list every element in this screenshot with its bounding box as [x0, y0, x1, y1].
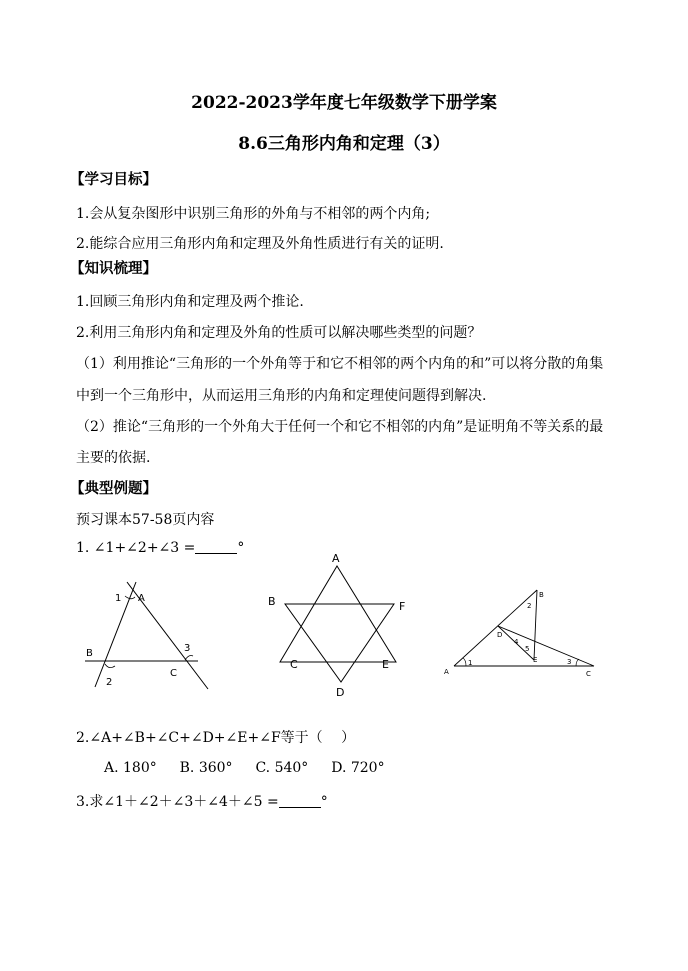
- answer-blank-3[interactable]: [279, 793, 321, 808]
- fig3-segment-BE: [534, 590, 537, 660]
- fig2-label-C: C: [290, 658, 298, 671]
- knowledge-item-3: （1）利用推论“三角形的一个外角等于和它不相邻的两个内角的和”可以将分散的角集: [76, 356, 604, 372]
- fig3-label-C: C: [586, 670, 591, 678]
- fig3-label-E: E: [533, 656, 538, 664]
- examples-intro: 预习课本57-58页内容: [76, 512, 215, 528]
- goal-item-2: 2.能综合应用三角形内角和定理及外角性质进行有关的证明.: [76, 236, 444, 252]
- fig2-label-E: E: [382, 658, 389, 671]
- answer-blank-1[interactable]: [195, 539, 237, 554]
- goal-item-1: 1.会从复杂图形中识别三角形的外角与不相邻的两个内角;: [76, 206, 431, 222]
- fig1-label-2: 2: [106, 677, 113, 688]
- fig2-label-B: B: [268, 595, 276, 608]
- fig3-angle-1-arc: [463, 658, 466, 666]
- fig2-label-D: D: [336, 686, 345, 699]
- degree-symbol: °: [237, 540, 245, 556]
- fig3-label-1: 1: [468, 659, 473, 667]
- fig3-label-5: 5: [525, 645, 530, 653]
- fig1-label-B: B: [86, 648, 93, 659]
- knowledge-item-5: （2）推论“三角形的一个外角大于任何一个和它不相邻的内角”是证明角不等关系的最: [76, 419, 604, 435]
- fig3-segment-DC: [498, 626, 594, 666]
- fig2-triangle-up: [280, 566, 396, 662]
- question-2-options: [104, 760, 385, 776]
- fig3-label-3: 3: [567, 658, 572, 666]
- knowledge-item-6: 主要的依据.: [76, 450, 151, 466]
- fig1-label-3: 3: [184, 643, 191, 654]
- question-1: [76, 539, 244, 556]
- option-b[interactable]: B. 360°: [179, 760, 233, 776]
- fig2-label-A: A: [332, 552, 340, 565]
- option-a[interactable]: A. 180°: [104, 760, 157, 776]
- degree-symbol: °: [320, 794, 328, 810]
- fig1-label-1: 1: [115, 593, 122, 604]
- lesson-subtitle: 8.6三角形内角和定理（3）: [238, 134, 450, 154]
- knowledge-item-1: 1.回顾三角形内角和定理及两个推论.: [76, 294, 304, 310]
- figure-1: [75, 580, 215, 700]
- knowledge-heading: 【知识梳理】: [70, 260, 157, 277]
- knowledge-item-4: 中到一个三角形中，从而运用三角形的内角和定理使问题得到解决.: [76, 388, 487, 404]
- fig3-label-2: 2: [527, 602, 532, 610]
- fig3-side-AB: [454, 590, 537, 666]
- goals-heading: 【学习目标】: [70, 171, 157, 188]
- fig2-label-F: F: [399, 600, 406, 613]
- figure-3: [440, 584, 600, 684]
- question-3-text: 3.求∠1＋∠2＋∠3＋∠4＋∠5 =: [76, 794, 279, 810]
- figure-2: [262, 548, 422, 708]
- question-2: 2.∠A+∠B+∠C+∠D+∠E+∠F等于（ ）: [76, 730, 356, 746]
- knowledge-item-2: 2.利用三角形内角和定理及外角的性质可以解决哪些类型的问题？: [76, 325, 482, 341]
- question-3: [76, 791, 328, 811]
- fig1-angle-3-arc: [185, 656, 193, 661]
- option-d[interactable]: D. 720°: [331, 760, 385, 776]
- fig3-label-4: 4: [514, 638, 519, 646]
- fig2-triangle-down: [285, 604, 394, 682]
- fig1-label-C: C: [170, 668, 177, 679]
- question-1-text: 1. ∠1+∠2+∠3 =: [76, 540, 196, 556]
- fig3-label-B: B: [539, 591, 544, 599]
- fig3-label-A: A: [444, 668, 449, 676]
- fig1-angle-2-arc: [105, 664, 115, 668]
- page-title: 2022-2023学年度七年级数学下册学案: [191, 93, 497, 113]
- fig1-label-A: A: [138, 593, 145, 604]
- fig3-label-D: D: [497, 631, 503, 639]
- option-c[interactable]: C. 540°: [255, 760, 309, 776]
- examples-heading: 【典型例题】: [70, 480, 157, 497]
